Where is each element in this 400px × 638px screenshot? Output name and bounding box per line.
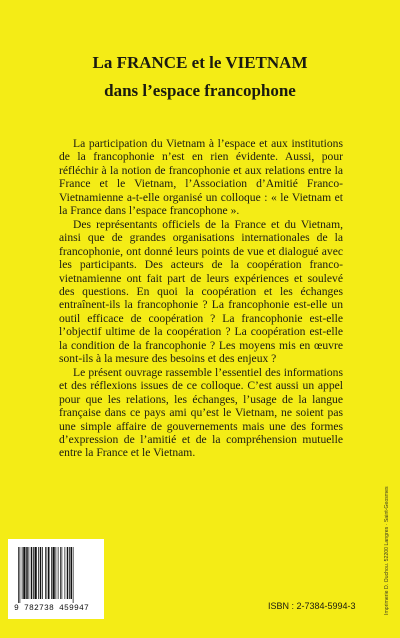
isbn-label: ISBN : 2-7384-5994-3 (268, 601, 356, 611)
barcode-number: 9 782738 459947 (14, 604, 90, 613)
barcode-bars (18, 547, 94, 603)
blurb-paragraph-1: La participation du Vietnam à l’espace et aux institutions de la francophonie n’est en rien évidente. Aussi, pour réfléchir à la notion de francophonie et aux relations entre la France et le Vietnam, l’Association d’Amitié Franco-Vietnamienne a-t-elle organisé un colloque : « le Vietnam et la France dans l’espace francophone ». (59, 137, 343, 218)
barcode (8, 539, 104, 619)
blurb-paragraph-2: Des représentants officiels de la France et du Vietnam, ainsi que de grandes organisations internationales de la francophonie, ont donné leurs points de vue et dialogué avec les participants. Des acteurs de la coopération franco-vietnamienne ont fait part de leurs expériences et soulevé des questions. En quoi la coopération et les échanges entraînent-ils la francophonie ? La francophonie est-elle un outil efficace de coopération ? La francophonie est-elle l’objectif ultime de la coopération ? La coopération est-elle la condition de la francophonie ? Les moyens mis en œuvre sont-ils à la mesure des besoins et des enjeux ? (59, 217, 343, 366)
printer-credit: Imprimerie D. Ouchou. 52200 Langres · Saint-Geosmes (384, 486, 390, 615)
title-line-1: La FRANCE et le VIETNAM (92, 53, 308, 72)
title-line-2: dans l’espace francophone (104, 81, 296, 100)
blurb-text (59, 137, 343, 460)
blurb-paragraph-3: Le présent ouvrage rassemble l’essentiel des informations et des réflexions issues de ce colloque. C’est aussi un appel pour que les relations, les échanges, l’usage de la langue française dans ce pays ami qu’est le Vietnam, ne soient pas une simple affaire de gouvernements mais une des formes d’expression de l’amitié et de la compréhension mutuelle entre la France et le Vietnam. (59, 365, 343, 460)
